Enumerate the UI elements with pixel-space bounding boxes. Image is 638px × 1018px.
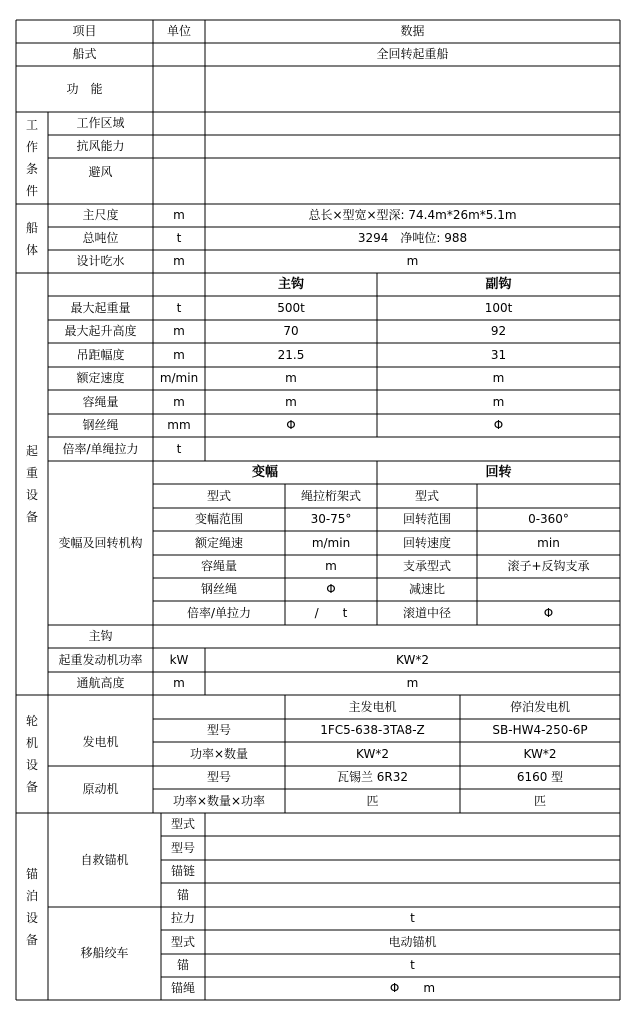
mech-slew-value: 滚子+反钩支承 [507,559,590,573]
lift-row-unit: m [173,394,185,409]
winch-row-label: 型式 [170,934,195,949]
lift-row-main: m [285,394,297,409]
winch-row-label: 锚 [176,958,189,972]
prime-model-label: 型号 [206,770,231,784]
crane-engine-value: KW*2 [396,652,429,667]
lift-row-unit: m [173,324,185,338]
hull-ton-label: 总吨位 [82,231,119,245]
generator-power-main: KW*2 [356,746,389,761]
winch-label: 移船绞车 [80,946,129,960]
winch-row-value: Φ m [389,981,436,995]
generator-label: 发电机 [82,735,119,749]
winch-row-label: 锚绳 [170,981,195,995]
header-data: 数据 [400,24,425,38]
mech-slew-value [477,578,620,601]
mech-slew-label: 回转速度 [402,535,451,550]
mech-slew-label: 型式 [414,488,439,503]
winch-row-value: t [410,911,415,925]
lift-row-aux: 100t [484,300,513,315]
mech-slew-value: Φ [543,605,554,620]
mechanism-label: 变幅及回转机构 [58,535,143,550]
generator-model-main: 1FC5-638-3TA8-Z [320,723,425,737]
prime-model-main: 瓦锡兰 6R32 [336,770,409,784]
header-item: 项目 [72,24,97,38]
generator-model-label: 型号 [206,723,231,737]
lift-row-main: 70 [283,324,299,338]
luffing-header: 变幅 [251,465,278,480]
clearance-label: 通航高度 [76,676,125,690]
lift-row-main: m [285,371,297,385]
lift-row-label: 最大起升高度 [64,324,137,338]
prime-power-label: 功率×数量×功率 [172,793,266,808]
windlass-row-label: 锚链 [170,864,195,878]
lift-row-label: 最大起重量 [70,300,131,315]
mech-slew-label: 回转范围 [402,512,451,526]
header-unit: 单位 [166,24,191,38]
prime-power-harbor: 匹 [533,793,546,808]
mech-luff-label: 倍率/单拉力 [186,605,252,620]
lift-row-aux: 31 [490,347,507,362]
clearance-value: m [406,676,419,690]
clearance-unit: m [173,676,185,690]
wind-resistance-label: 抗风能力 [76,139,125,153]
slewing-header: 回转 [485,465,512,480]
lift-row-unit: mm [167,418,191,432]
hull-group-label: 船 体 [25,220,38,257]
winch-row-value: t [410,958,415,972]
ship-type-label: 船式 [72,47,97,61]
lift-row-unit: t [176,300,182,315]
hull-draft-value: m [406,254,419,268]
hull-draft-label: 设计吃水 [76,254,125,268]
shelter-label: 避风 [88,164,113,179]
mech-luff-value: 30-75° [310,512,352,526]
hull-ton-unit: t [176,231,182,245]
mech-slew-value [477,484,620,508]
lift-row-label: 吊距幅度 [76,347,125,362]
mech-luff-label: 钢丝绳 [200,582,237,596]
lift-row-label: 钢丝绳 [82,418,119,432]
generator-power-harbor: KW*2 [523,746,557,761]
mech-slew-label: 支承型式 [402,559,451,573]
lift-row-unit: m [173,347,185,362]
mech-luff-value: m/min [311,535,351,550]
crane-engine-unit: kW [169,652,189,667]
lift-row-unit: m/min [159,371,199,385]
hull-dim-unit: m [173,208,185,222]
mooring-group-label: 锚 泊 设 备 [25,866,38,947]
windlass-label: 自救锚机 [80,852,129,867]
crane-engine-label: 起重发动机功率 [58,652,143,667]
mech-luff-value: 绳拉桁架式 [300,488,361,503]
lift-group-label: 起 重 设 备 [25,444,38,524]
lift-row-main: 500t [277,300,305,315]
mech-luff-label: 变幅范围 [194,512,243,526]
hull-dim-label: 主尺度 [82,208,119,222]
lift-row-unit: t [176,441,182,456]
work-area-label: 工作区域 [76,116,125,130]
mech-slew-value: min [537,535,560,550]
aux-hook-header: 副钩 [485,277,512,292]
prime-model-harbor: 6160 型 [516,770,564,784]
mech-luff-label: 型式 [206,488,231,503]
lift-row-aux: m [492,394,505,409]
mech-luff-label: 额定绳速 [194,535,243,550]
lift-row-aux: Φ [493,418,504,432]
lift-row-label: 倍率/单绳拉力 [62,441,139,456]
winch-row-label: 拉力 [170,911,195,925]
windlass-row-label: 锚 [176,887,189,902]
function-label: 功 能 [66,81,103,96]
main-hook-header: 主钩 [277,277,304,292]
winch-row-value: 电动锚机 [388,934,437,949]
windlass-row-label: 型号 [170,840,195,855]
mech-luff-value: m [325,559,337,573]
mech-luff-label: 容绳量 [200,559,237,573]
ship-type-value: 全回转起重船 [376,47,449,61]
hull-dim-value: 总长×型宽×型深: 74.4m*26m*5.1m [308,208,517,222]
hull-ton-value: 3294 净吨位: 988 [357,231,468,245]
lift-row-aux: m [492,371,505,385]
lift-row-main: Φ [286,418,296,432]
main-generator-header: 主发电机 [348,699,397,714]
prime-mover-label: 原动机 [82,782,119,796]
engine-room-group-label: 轮 机 设 备 [25,714,38,794]
main-hook-row-label: 主钩 [88,629,113,643]
harbor-generator-header: 停泊发电机 [509,699,570,714]
lift-row-label: 额定速度 [76,371,125,385]
generator-power-label: 功率×数量 [189,746,249,761]
mech-slew-value: 0-360° [528,512,569,526]
lift-row-label: 容绳量 [82,394,119,409]
lift-row-aux: 92 [490,324,507,338]
generator-model-harbor: SB-HW4-250-6P [492,723,588,737]
hull-draft-unit: m [173,254,185,268]
mech-luff-value: / t [314,605,348,620]
windlass-row-label: 型式 [170,817,195,831]
lift-row-main: 21.5 [277,347,305,362]
prime-power-main: 匹 [366,793,379,808]
mech-slew-label: 滚道中径 [402,605,451,620]
work-group-label: 工 作 条 件 [25,118,38,198]
mech-luff-value: Φ [326,582,336,596]
mech-slew-label: 减速比 [408,582,445,596]
